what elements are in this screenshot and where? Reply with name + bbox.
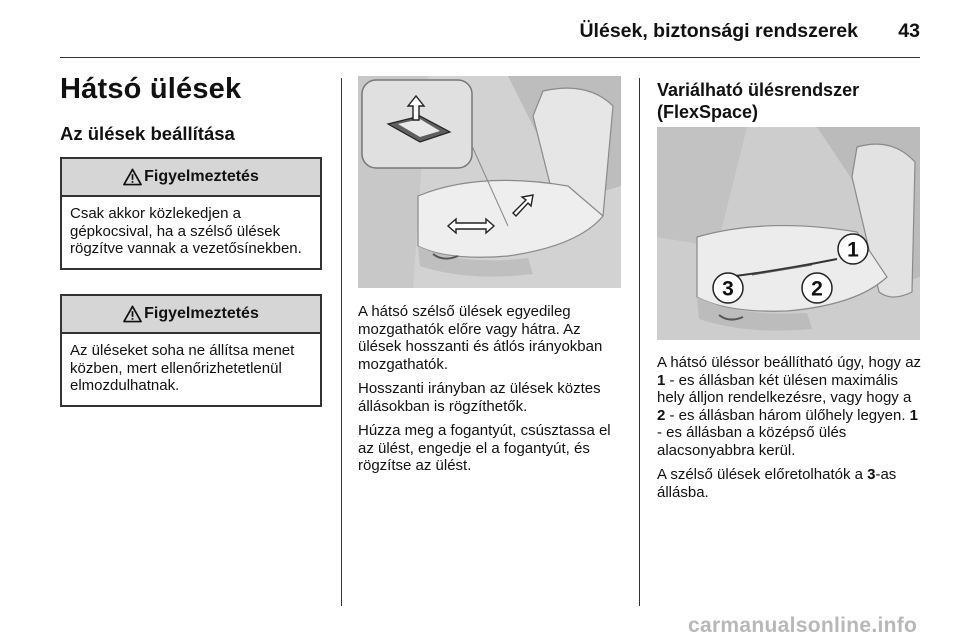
paragraph-flexspace-positions: A hátsó üléssor beállítható úgy, hogy az 1 - es állásban két ülésen maximális hely álljon rendelkezésre, vagy hogy a 2 - es állásban három ülőhely legyen. 1 - es állásban a középső ülés alacsonyabbra kerül. bbox=[657, 354, 922, 459]
footer-watermark: carmanualsonline.info bbox=[688, 614, 918, 637]
warning-header bbox=[62, 159, 320, 197]
warning-text: Csak akkor közlekedjen a gépkocsival, ha a szélső ülések rögzítve vannak a vezetősínekben. bbox=[70, 205, 302, 257]
column-divider-left bbox=[341, 78, 342, 606]
running-head-title: Ülések, biztonsági rendszerek bbox=[579, 20, 858, 42]
header-rule bbox=[60, 57, 920, 58]
page-number: 43 bbox=[898, 20, 920, 42]
callout-1 bbox=[838, 234, 868, 264]
warning-text: Az üléseket soha ne állítsa menet közben, mert ellenőrizhetetlenül elmozdulhatnak. bbox=[70, 342, 295, 394]
warning-triangle-icon bbox=[123, 305, 142, 323]
paragraph-adjust-instructions: Húzza meg a fogantyút, csúsztassa el az ülést, engedje el a fogantyút, és rögzítse az ülést. bbox=[358, 422, 611, 474]
warning-box-2 bbox=[60, 294, 322, 407]
flexspace-illustration bbox=[657, 127, 920, 340]
seat-adjustment-illustration bbox=[358, 76, 621, 288]
callout-label-3: 3 bbox=[722, 277, 734, 301]
callout-label-2: 2 bbox=[811, 277, 823, 301]
column-divider-right bbox=[639, 78, 640, 606]
warning-triangle-icon bbox=[123, 168, 142, 186]
section-heading: Hátsó ülések bbox=[60, 73, 242, 105]
warning-box-1 bbox=[60, 157, 322, 270]
callout-label-1: 1 bbox=[847, 238, 859, 262]
flexspace-heading-line1: Variálható ülésrendszer bbox=[657, 80, 860, 100]
flexspace-heading-line2: (FlexSpace) bbox=[657, 102, 759, 122]
flexspace-heading bbox=[657, 79, 919, 123]
section-subheading: Az ülések beállítása bbox=[60, 123, 235, 144]
callout-3 bbox=[713, 273, 743, 303]
running-head bbox=[560, 18, 920, 48]
warning-title: Figyelmeztetés bbox=[144, 168, 259, 185]
warning-header bbox=[62, 296, 320, 334]
paragraph-seat-movement: A hátsó szélső ülések egyedileg mozgathatók előre vagy hátra. Az ülések hosszanti és átlós irányokban mozgathatók. bbox=[358, 303, 603, 373]
warning-title: Figyelmeztetés bbox=[144, 305, 259, 322]
paragraph-intermediate-positions: Hosszanti irányban az ülések köztes állásokban is rögzíthetők. bbox=[358, 380, 601, 415]
callout-2 bbox=[802, 273, 832, 303]
seat-adjustment-figure bbox=[358, 76, 621, 288]
paragraph-outer-seats-forward: A szélső ülések előretolhatók a 3-as állásba. bbox=[657, 466, 897, 501]
flexspace-figure bbox=[657, 127, 920, 340]
